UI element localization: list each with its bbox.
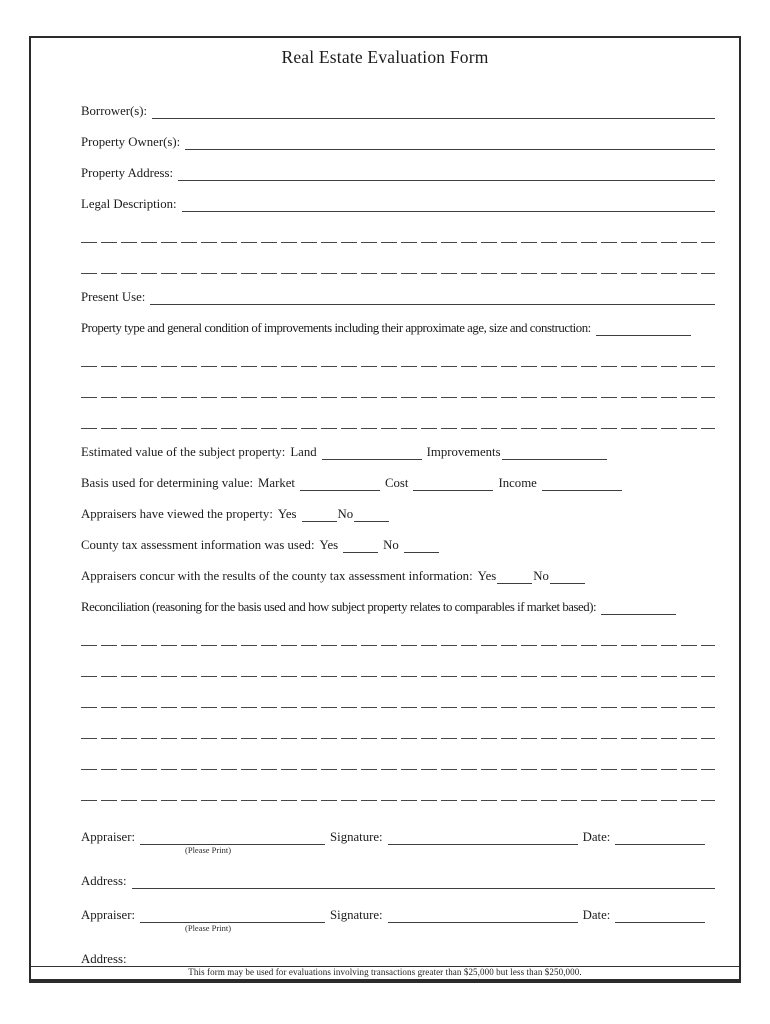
writing-line-row [81,650,715,681]
property-type-label: Property type and general condition of improvements including their approximate age, size and construction: [81,321,591,335]
reconciliation-extra-line[interactable] [81,738,715,740]
present-use-row [81,278,715,309]
reconciliation-extra-line[interactable] [81,769,715,771]
concur-row [81,557,715,588]
estimated-value-row [81,433,715,464]
borrowers-row [81,92,715,123]
reconciliation-extra-line[interactable] [81,707,715,709]
reconciliation-row [81,588,715,619]
appraiser-2-address-row [81,935,715,965]
yes-label: Yes [319,538,339,552]
property-type-extra-line[interactable] [81,428,715,430]
signature-label: Signature: [330,908,383,922]
present-use-label: Present Use: [81,290,146,304]
footer-note: This form may be used for evaluations involving transactions greater than $25,000 but less than $250,000. [31,966,739,979]
no-label: No [383,538,399,552]
income-label: Income [498,476,537,490]
form-fields [81,92,715,965]
property-address-row [81,154,715,185]
property-type-input[interactable] [596,332,691,336]
market-value-input[interactable] [300,487,380,491]
appraiser-2-address-input[interactable] [132,963,716,965]
property-owners-label: Property Owner(s): [81,135,181,149]
appraiser-1-row [81,815,715,857]
yes-label: Yes [477,569,497,583]
writing-line-row [81,774,715,805]
appraiser-1-signature-input[interactable] [388,841,578,845]
viewed-yes-input[interactable] [302,518,337,522]
property-owners-row [81,123,715,154]
address-label: Address: [81,874,127,888]
appraiser-label: Appraiser: [81,908,136,922]
appraiser-1-date-input[interactable] [615,841,705,845]
writing-line-row [81,712,715,743]
date-label: Date: [582,830,611,844]
writing-line-row [81,340,715,371]
no-label: No [337,507,354,521]
basis-value-label: Basis used for determining value: [81,476,254,490]
appraiser-2-date-input[interactable] [615,919,705,923]
legal-description-extra-line[interactable] [81,273,715,275]
land-value-input[interactable] [322,456,422,460]
signature-label: Signature: [330,830,383,844]
no-label: No [533,569,549,583]
county-tax-label: County tax assessment information was used: [81,538,315,552]
viewed-property-label: Appraisers have viewed the property: [81,507,273,521]
reconciliation-extra-line[interactable] [81,800,715,802]
concur-yes-input[interactable] [497,580,532,584]
reconciliation-input[interactable] [601,611,676,615]
legal-description-extra-line[interactable] [81,242,715,244]
appraiser-1-name-input[interactable] [140,841,325,855]
concur-no-input[interactable] [550,580,585,584]
market-label: Market [258,476,295,490]
appraiser-label: Appraiser: [81,830,136,844]
county-no-input[interactable] [404,549,439,553]
please-print-note: (Please Print) [185,923,232,933]
viewed-property-row [81,495,715,526]
concur-label: Appraisers concur with the results of the county tax assessment information: [81,569,473,583]
reconciliation-extra-line[interactable] [81,676,715,678]
borrowers-input[interactable] [152,115,715,119]
property-owners-input[interactable] [185,146,715,150]
property-type-extra-line[interactable] [81,397,715,399]
property-address-input[interactable] [178,177,715,181]
appraiser-2-row [81,893,715,935]
yes-label: Yes [277,507,297,521]
writing-line-row [81,743,715,774]
appraiser-1-address-row [81,857,715,893]
reconciliation-label: Reconciliation (reasoning for the basis used and how subject property relates to comparables if market based): [81,600,597,614]
legal-description-input[interactable] [182,208,715,212]
viewed-no-input[interactable] [354,518,389,522]
writing-line-row [81,402,715,433]
land-label: Land [290,445,317,459]
income-value-input[interactable] [542,487,622,491]
cost-label: Cost [384,476,409,490]
please-print-note: (Please Print) [185,845,232,855]
estimated-value-label: Estimated value of the subject property: [81,445,286,459]
date-label: Date: [582,908,611,922]
borrowers-label: Borrower(s): [81,104,148,118]
present-use-input[interactable] [150,301,715,305]
appraiser-1-address-input[interactable] [132,885,716,889]
appraiser-2-name-input[interactable] [140,919,325,933]
cost-value-input[interactable] [413,487,493,491]
property-type-row [81,309,715,340]
appraiser-2-signature-input[interactable] [388,919,578,923]
county-yes-input[interactable] [343,549,378,553]
writing-line-row [81,619,715,650]
writing-line-row [81,681,715,712]
legal-description-label: Legal Description: [81,197,177,211]
writing-line-row [81,247,715,278]
form-border-box [29,36,741,983]
property-address-label: Property Address: [81,166,174,180]
page-title: Real Estate Evaluation Form [281,47,489,67]
writing-line-row [81,216,715,247]
form-content [31,38,739,965]
address-label: Address: [81,952,127,965]
basis-value-row [81,464,715,495]
improvements-label: Improvements [426,445,501,459]
legal-description-row [81,185,715,216]
property-type-extra-line[interactable] [81,366,715,368]
county-tax-row [81,526,715,557]
reconciliation-extra-line[interactable] [81,645,715,647]
writing-line-row [81,371,715,402]
improvements-value-input[interactable] [502,456,607,460]
